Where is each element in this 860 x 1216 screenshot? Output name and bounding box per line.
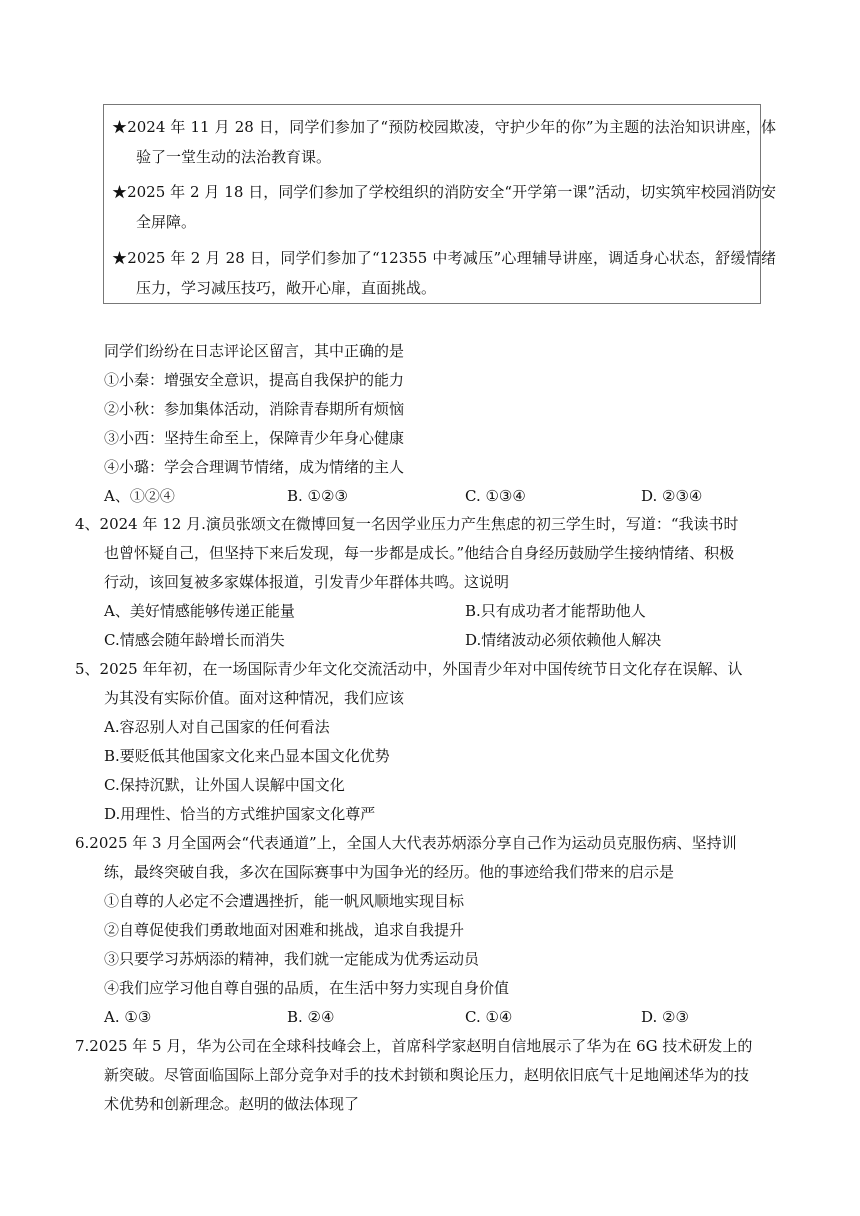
option-b: B. ①②③: [287, 487, 348, 505]
statement: ②自尊促使我们勇敢地面对困难和挑战，追求自我提升: [104, 921, 465, 939]
option-c: C. ①③④: [465, 487, 526, 505]
statement: ②小秋：参加集体活动，消除青春期所有烦恼: [104, 400, 405, 418]
question-4-line: 行动，该回复被多家媒体报道，引发青少年群体共鸣。这说明: [104, 573, 510, 591]
statement: ④我们应学习他自尊自强的品质，在生活中努力实现自身价值: [104, 979, 510, 997]
statement: ①小秦：增强安全意识，提高自我保护的能力: [104, 371, 405, 389]
option-c: C.情感会随年龄增长而消失: [104, 631, 285, 649]
question-6-line: 练，最终突破自我，多次在国际赛事中为国争光的经历。他的事迹给我们带来的启示是: [104, 863, 675, 881]
news-item: ★2024 年 11 月 28 日，同学们参加了“预防校园欺凌，守护少年的你”为主题的法治知识讲座，体验了一堂生动的法治教育课。: [112, 118, 776, 166]
news-item: ★2025 年 2 月 28 日，同学们参加了“12355 中考减压”心理辅导讲座，调适身心状态，舒缓情绪压力，学习减压技巧，敞开心扉，直面挑战。: [112, 249, 776, 297]
option-d: D.用理性、恰当的方式维护国家文化尊严: [104, 805, 376, 823]
statement: ③小西：坚持生命至上，保障青少年身心健康: [104, 429, 405, 447]
question-7-line: 7.2025 年 5 月，华为公司在全球科技峰会上，首席科学家赵明自信地展示了华为在 6G 技术研发上的: [75, 1037, 753, 1055]
option-d: D. ②③: [641, 1008, 689, 1026]
question-stem: 同学们纷纷在日志评论区留言，其中正确的是: [104, 342, 405, 360]
question-4-line: 4、2024 年 12 月.演员张颂文在微博回复一名因学业压力产生焦虑的初三学生时，写道：“我读书时: [75, 515, 739, 533]
statement: ①自尊的人必定不会遭遇挫折，能一帆风顺地实现目标: [104, 892, 465, 910]
news-box: [103, 104, 776, 304]
question-7-line: 新突破。尽管面临国际上部分竞争对手的技术封锁和舆论压力，赵明依旧底气十足地阐述华为的技: [104, 1066, 750, 1084]
question-5-line: 5、2025 年年初，在一场国际青少年文化交流活动中，外国青少年对中国传统节日文化存在误解、认: [75, 660, 743, 678]
option-a: A.容忍别人对自己国家的任何看法: [104, 718, 330, 736]
option-b: B.只有成功者才能帮助他人: [465, 602, 646, 620]
statement: ③只要学习苏炳添的精神，我们就一定能成为优秀运动员: [104, 950, 480, 968]
option-b: B.要贬低其他国家文化来凸显本国文化优势: [104, 747, 390, 765]
option-d: D.情绪波动必须依赖他人解决: [465, 631, 662, 649]
question-7-line: 术优势和创新理念。赵明的做法体现了: [104, 1095, 360, 1113]
option-a: A. ①③: [104, 1008, 152, 1026]
option-a: A、①②④: [104, 487, 175, 505]
question-6-line: 6.2025 年 3 月全国两会“代表通道”上，全国人大代表苏炳添分享自己作为运动员克服伤病、坚持训: [75, 834, 737, 852]
option-a: A、美好情感能够传递正能量: [104, 602, 295, 620]
option-c: C. ①④: [465, 1008, 513, 1026]
option-c: C.保持沉默，让外国人误解中国文化: [104, 776, 345, 794]
option-d: D. ②③④: [641, 487, 703, 505]
statement: ④小璐：学会合理调节情绪，成为情绪的主人: [104, 458, 405, 476]
option-b: B. ②④: [287, 1008, 335, 1026]
question-4-line: 也曾怀疑自己，但坚持下来后发现，每一步都是成长。”他结合自身经历鼓励学生接纳情绪、积极: [104, 544, 735, 562]
question-5-line: 为其没有实际价值。面对这种情况，我们应该: [104, 689, 405, 707]
news-item: ★2025 年 2 月 18 日，同学们参加了学校组织的消防安全“开学第一课”活动，切实筑牢校园消防安全屏障。: [112, 183, 776, 231]
